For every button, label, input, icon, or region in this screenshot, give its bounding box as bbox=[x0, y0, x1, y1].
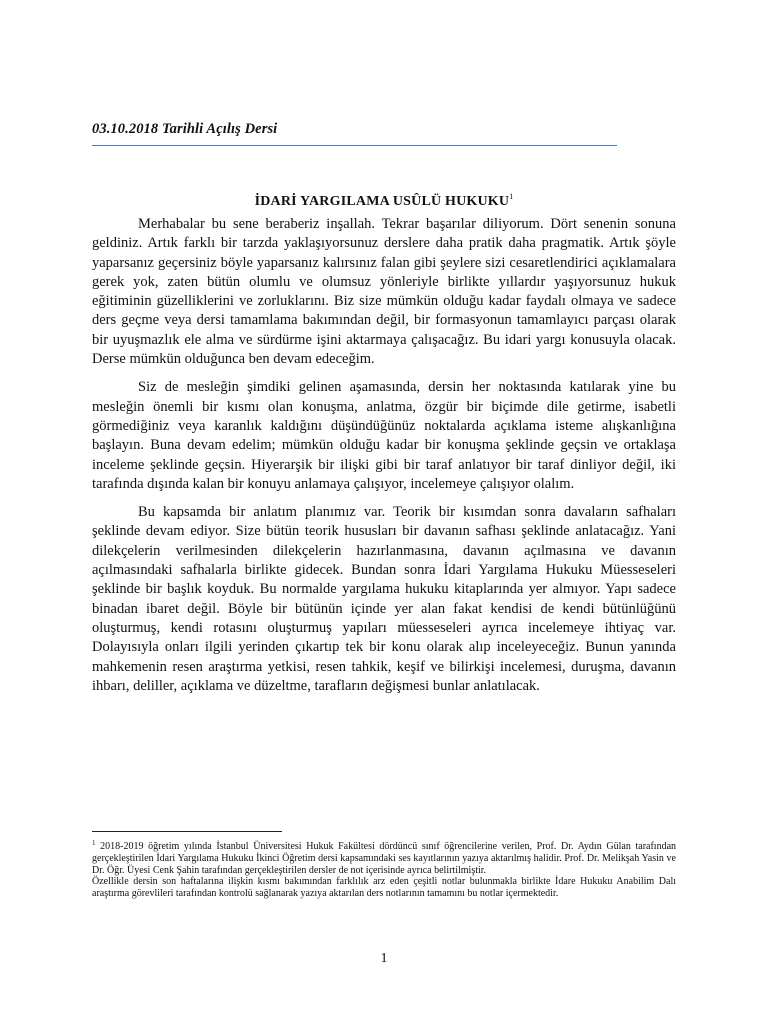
lecture-header-title: 03.10.2018 Tarihli Açılış Dersi bbox=[92, 121, 278, 137]
footnote-line bbox=[92, 838, 676, 876]
footnote bbox=[92, 838, 676, 900]
footnote-separator bbox=[92, 831, 282, 832]
document-title-text: İDARİ YARGILAMA USÛLÜ HUKUKU bbox=[254, 194, 510, 209]
body-paragraph: Bu kapsamda bir anlatım planımız var. Teorik bir kısımdan sonra davaların safhaları şeklinde devam ediyor. Size bütün teorik hususları bir davanın safhası şeklinde anlatacağız. Yani dilekçelerin verilmesinden dilekçelerin hazırlanmasına, davanın açılmasına ve davanın açılmasındaki safhalarla birlikte gidecek. Bundan sonra İdari Yargılama Hukuku Müesseseleri şeklinde bir başlık koyduk. Bu normalde yargılama hukuku kitaplarında yer almıyor. Yapı sadece binadan ibaret değil. Böyle bir bütünün içinde yer alan fakat kendisi de kendi bütünlüğünü oluşturmuş, kendi rotasını oluşturmuş yapıları müesseseleri ayrıca incelemeye ihtiyaç var. Dolayısıyla onları ilgili yerinden çıkartıp tek bir konu olarak alıp inceleyeceğiz. Bunun yanında mahkemenin resen araştırma yetkisi, resen tahkik, keşif ve bilirkişi incelemesi, duruşma, davanın ihbarı, deliller, açıklama ve düzeltme, tarafların değişmesi bunlar anlatılacak. bbox=[92, 504, 676, 694]
document-body bbox=[92, 215, 676, 705]
body-paragraph: Merhabalar bu sene beraberiz inşallah. Tekrar başarılar diliyorum. Dört senenin sonuna geldiniz. Artık farklı bir tarzda yaklaşıyorsunuz derslere daha pratik daha pragmatik. Artık şöyle yaparsanız geçersiniz böyle yaparsanız kalırsınız falan gibi şeylere sizi cesaretlendirici açıklamalara gerek yok, zaten bütün olumlu ve olumsuz yönleriyle birlikte yıllardır yaşıyorsunuz hukuk eğitiminin güzelliklerini ve zorluklarını. Biz size mümkün olduğu kadar faydalı olmaya ve sadece ders geçme veya dersi tamamlama bakımından değil, bir formasyonun tamamlayıcı parçası olarak bir uyuşmazlık ele alma ve sürdürme işini aktarmaya çalışacağız. Bu idari yargı konusuyla olacak. Derse mümkün olduğunca ben devam edeceğim. bbox=[92, 216, 676, 368]
footnote-text: 2018-2019 öğretim yılında İstanbul Üniversitesi Hukuk Fakültesi dördüncü sınıf öğrencilerine verilen, Prof. Dr. Aydın Gülan tarafından gerçekleştirilen İdari Yargılama Hukuku İkinci Öğretim dersi kapsamındaki ses kayıtlarının yazıya aktarılmış halidir. Prof. Dr. Melikşah Yasin ve Dr. Öğr. Üyesi Cenk Şahin tarafından gerçekleştirilen dersler de not içerisinde ayrıca belirtilmiştir. bbox=[92, 841, 677, 876]
body-paragraph: Siz de mesleğin şimdiki gelinen aşamasında, dersin her noktasında katılarak yine bu mesleğin önemli bir kısmı olan konuşma, anlatma, özgür bir biçimde dile getirme, isabetli görmediğiniz veya karanlık kaldığını düşündüğünüz noktalarda açıklama isteme alışkanlığına başlayın. Buna devam edelim; mümkün olduğu kadar bir konuşma şeklinde geçsin ve ortaklaşa inceleme şeklinde geçsin. Hiyerarşik bir ilişki gibi bir taraf anlatıyor bir taraf dinliyor değil, iki tarafında dışında kalan bir konuyu anlamaya çalışıyor, incelemeye çalışıyor olalım. bbox=[92, 379, 676, 492]
header-rule bbox=[92, 145, 617, 146]
page-number: 1 bbox=[380, 951, 388, 966]
title-footnote-marker: 1 bbox=[509, 192, 514, 201]
footnote-marker: 1 bbox=[92, 839, 96, 847]
document-title bbox=[92, 192, 676, 210]
footnote-line: Özellikle dersin son haftalarına ilişkin kısmı bakımından farklılık arz eden çeşitli notlar bulunmakla birlikte İdare Hukuku Anabilim Dalı araştırma görevlileri tarafından kontrolü sağlanarak yazıya aktarılan ders notlarının tamamını bu notlar içermektedir. bbox=[92, 876, 676, 900]
